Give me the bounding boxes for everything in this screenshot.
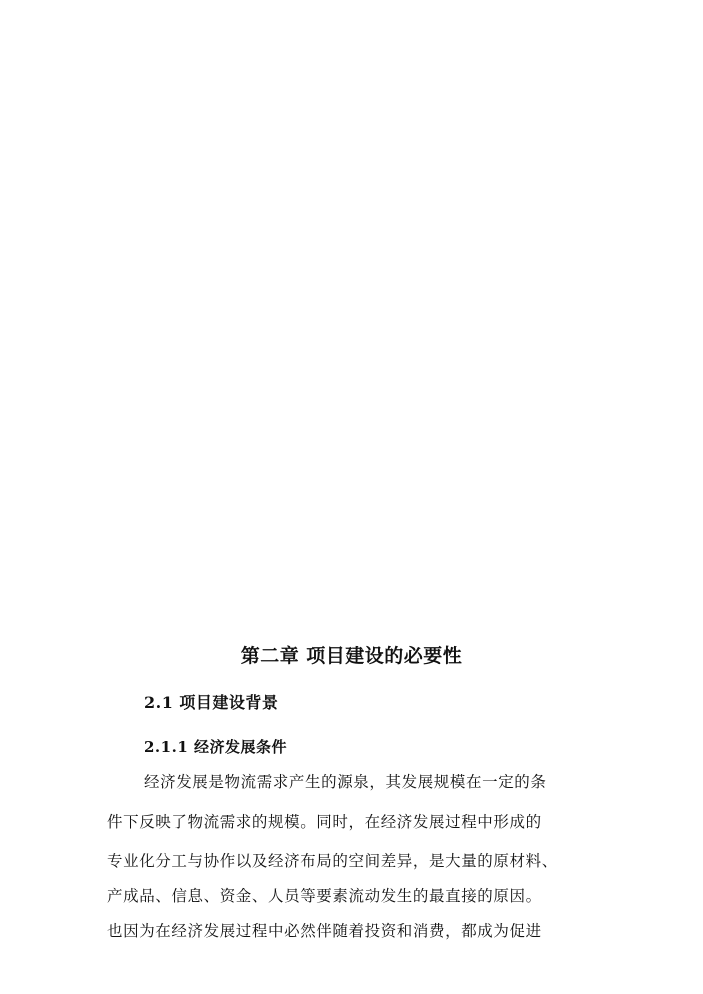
- subsection-title: 2.1.1 经济发展条件: [144, 738, 287, 756]
- paragraph-line: 专业化分工与协作以及经济布局的空间差异，是大量的原材料、: [107, 852, 558, 870]
- paragraph-line: 经济发展是物流需求产生的源泉，其发展规模在一定的条: [144, 773, 547, 791]
- chapter-title: 第二章 项目建设的必要性: [240, 645, 463, 667]
- paragraph-line: 产成品、信息、资金、人员等要素流动发生的最直接的原因。: [107, 887, 542, 905]
- paragraph-line: 也因为在经济发展过程中必然伴随着投资和消费，都成为促进: [107, 922, 542, 940]
- section-title: 2.1 项目建设背景: [144, 693, 279, 712]
- paragraph-line: 件下反映了物流需求的规模。同时，在经济发展过程中形成的: [107, 813, 542, 831]
